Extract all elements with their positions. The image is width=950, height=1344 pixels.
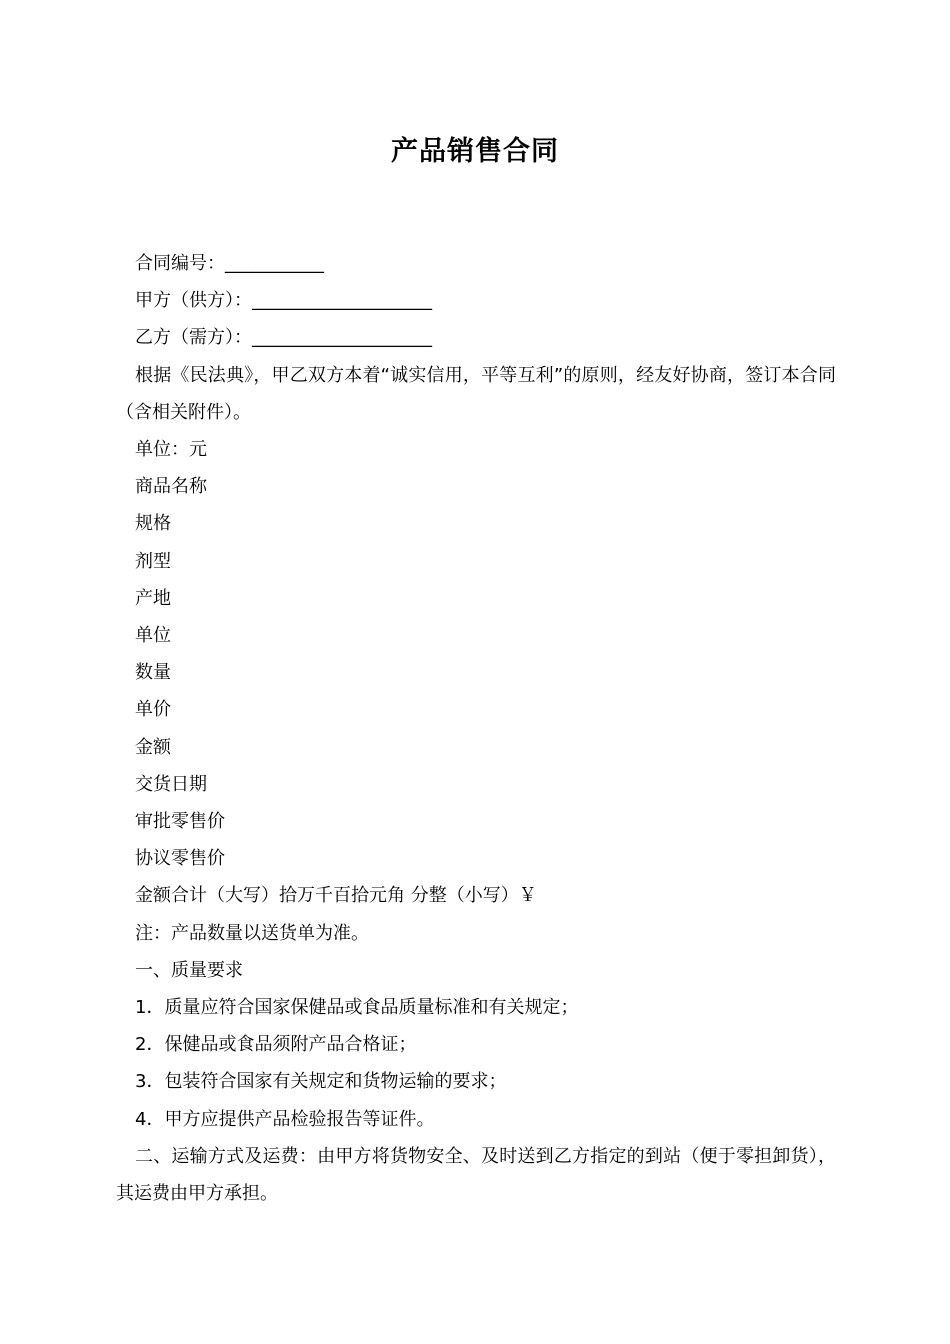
note-line: 注：产品数量以送货单为准。 <box>135 922 369 944</box>
contract-number-field: 合同编号：___________ <box>135 253 324 274</box>
party-b-field: 乙方（需方）：____________________ <box>135 327 432 349</box>
quantity-label: 数量 <box>135 662 171 684</box>
dosage-form-label: 剂型 <box>135 550 171 572</box>
quality-item-4: 4．甲方应提供产品检验报告等证件。 <box>135 1108 435 1130</box>
party-a-field: 甲方（供方）：____________________ <box>135 290 432 312</box>
agreed-retail-price-label: 协议零售价 <box>135 848 225 870</box>
unit-label: 单位 <box>135 625 171 647</box>
section-quality-heading: 一、质量要求 <box>135 959 243 981</box>
unit-price-label: 单价 <box>135 699 171 721</box>
total-amount-line: 金额合计（大写）拾万千百拾元角 分整（小写）￥ <box>135 885 537 907</box>
quality-item-2: 2．保健品或食品须附产品合格证； <box>135 1034 417 1056</box>
origin-label: 产地 <box>135 587 171 609</box>
unit-note: 单位：元 <box>135 439 207 461</box>
approved-retail-price-label: 审批零售价 <box>135 811 225 833</box>
intro-paragraph: 根据《民法典》，甲乙双方本着“诚实信用，平等互利”的原则，经友好协商，签订本合同（含相关附件）。 <box>116 364 836 423</box>
document-body <box>116 245 836 1212</box>
spec-label: 规格 <box>135 513 171 535</box>
amount-label: 金额 <box>135 736 171 758</box>
product-name-label: 商品名称 <box>135 476 207 498</box>
section-transport-paragraph: 二、运输方式及运费：由甲方将货物安全、及时送到乙方指定的到站（便于零担卸货），其运费由甲方承担。 <box>116 1145 836 1205</box>
delivery-date-label: 交货日期 <box>135 773 207 795</box>
document-title: 产品销售合同 <box>391 136 559 167</box>
quality-item-1: 1．质量应符合国家保健品或食品质量标准和有关规定； <box>135 997 579 1019</box>
quality-item-3: 3．包装符合国家有关规定和货物运输的要求； <box>135 1071 507 1093</box>
